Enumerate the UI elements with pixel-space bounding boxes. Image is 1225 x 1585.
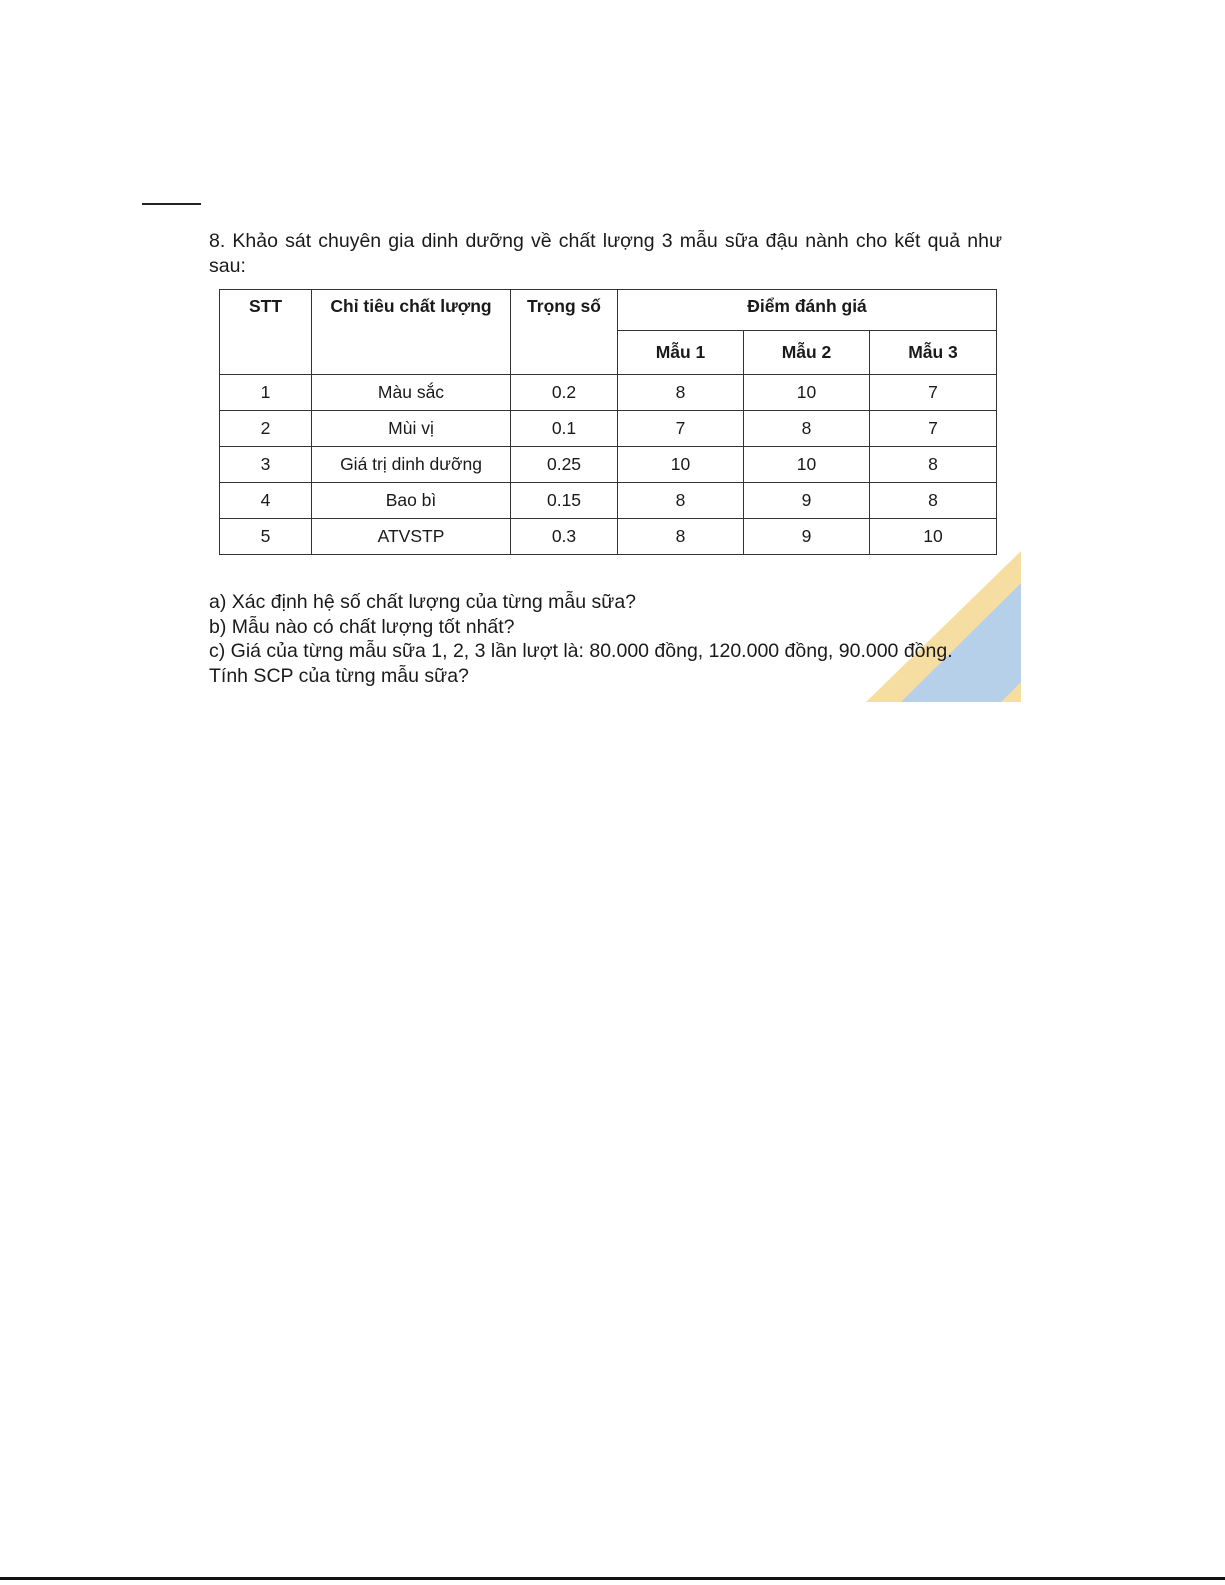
cell-sample-2: 10: [744, 375, 870, 411]
cell-sample-1: 8: [618, 483, 744, 519]
sub-questions: [209, 590, 1009, 688]
sub-question-a: a) Xác định hệ số chất lượng của từng mẫu sữa?: [209, 591, 637, 613]
cell-sample-2: 10: [744, 447, 870, 483]
cell-weight: 0.25: [511, 447, 618, 483]
quality-score-table: [219, 289, 997, 555]
header-weight: Trọng số: [511, 290, 618, 375]
cell-sample-3: 8: [870, 447, 997, 483]
cell-criterion: ATVSTP: [312, 519, 511, 555]
sub-question-b: b) Mẫu nào có chất lượng tốt nhất?: [209, 615, 515, 638]
sub-question-c-line-1: c) Giá của từng mẫu sữa 1, 2, 3 lần lượt là: 80.000 đồng, 120.000 đồng, 90.000 đồng.: [209, 640, 953, 663]
sub-question-c-line-2: Tính SCP của từng mẫu sữa?: [209, 664, 469, 687]
cell-sample-3: 8: [870, 483, 997, 519]
table-row: [220, 447, 997, 483]
cell-stt: 2: [220, 411, 312, 447]
cell-sample-1: 7: [618, 411, 744, 447]
cell-sample-2: 9: [744, 483, 870, 519]
cell-stt: 5: [220, 519, 312, 555]
cell-stt: 1: [220, 375, 312, 411]
cell-criterion: Bao bì: [312, 483, 511, 519]
cell-sample-1: 8: [618, 519, 744, 555]
bottom-page-rule: [0, 1577, 1225, 1580]
cell-sample-2: 8: [744, 411, 870, 447]
header-score-group: Điểm đánh giá: [618, 290, 997, 331]
cell-sample-3: 7: [870, 411, 997, 447]
table-row: [220, 483, 997, 519]
cell-sample-1: 10: [618, 447, 744, 483]
cell-criterion: Mùi vị: [312, 411, 511, 447]
table-row: [220, 519, 997, 555]
header-sample-1: Mẫu 1: [618, 331, 744, 375]
header-criterion: Chỉ tiêu chất lượng: [312, 290, 511, 375]
header-stt: STT: [220, 290, 312, 375]
cell-criterion: Giá trị dinh dưỡng: [312, 447, 511, 483]
cell-stt: 3: [220, 447, 312, 483]
header-sample-3: Mẫu 3: [870, 331, 997, 375]
cell-weight: 0.1: [511, 411, 618, 447]
cell-stt: 4: [220, 483, 312, 519]
cell-weight: 0.15: [511, 483, 618, 519]
table-row: [220, 411, 997, 447]
cell-criterion: Màu sắc: [312, 375, 511, 411]
cell-sample-1: 8: [618, 375, 744, 411]
top-short-rule: [142, 203, 201, 205]
cell-weight: 0.3: [511, 519, 618, 555]
question-text: 8. Khảo sát chuyên gia dinh dưỡng về chất lượng 3 mẫu sữa đậu nành cho kết quả như sau:: [209, 230, 1002, 277]
cell-sample-3: 7: [870, 375, 997, 411]
cell-weight: 0.2: [511, 375, 618, 411]
table-row: [220, 375, 997, 411]
cell-sample-3: 10: [870, 519, 997, 555]
cell-sample-2: 9: [744, 519, 870, 555]
header-sample-2: Mẫu 2: [744, 331, 870, 375]
